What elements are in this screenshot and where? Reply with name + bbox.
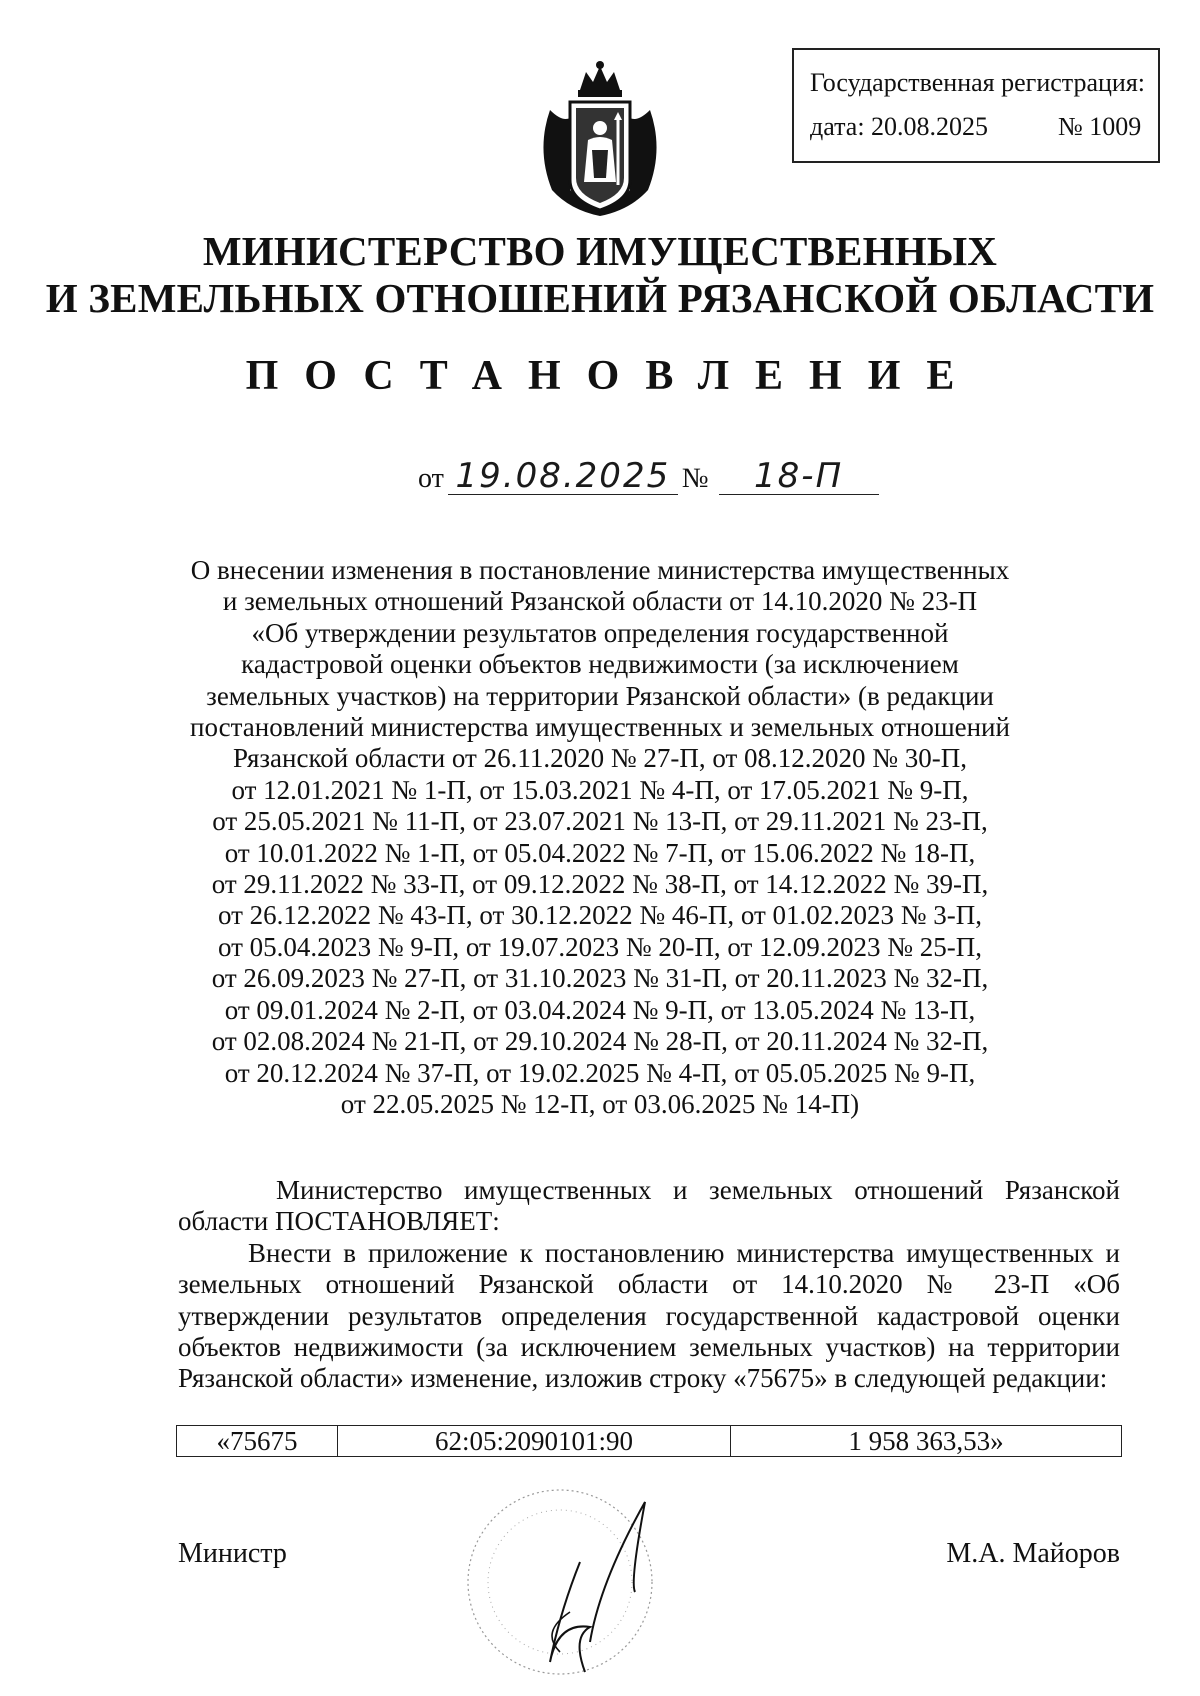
ministry-title-line-1: МИНИСТЕРСТВО ИМУЩЕСТВЕННЫХ [202, 228, 998, 274]
date-number-line [418, 458, 879, 495]
body-paragraph-1: Министерство имущественных и земельных отношений Рязанской области ПОСТАНОВЛЯЕТ: [178, 1175, 1120, 1237]
subject-line: от 22.05.2025 № 12-П, от 03.06.2025 № 14-П) [340, 1088, 860, 1119]
subject-line: «Об утверждении результатов определения государственной [251, 617, 949, 648]
body-paragraph-2: Внести в приложение к постановлению министерства имущественных и земельных отношений Рязанской области от 14.10.2020 № 23-П «Об утверждении результатов определения государственной кадастровой оценки объектов недвижимости (за исключением земельных участков) на территории Рязанской области» изменение, изложив строку «75675» в следующей редакции: [178, 1237, 1120, 1394]
subject-line: от 02.08.2024 № 21-П, от 29.10.2024 № 28-П, от 20.11.2024 № 32-П, [211, 1026, 989, 1057]
handwritten-number: 18-П [719, 458, 879, 495]
subject-line: от 20.12.2024 № 37-П, от 19.02.2025 № 4-П, от 05.05.2025 № 9-П, [224, 1057, 976, 1088]
subject-line: Рязанской области от 26.11.2020 № 27-П, от 08.12.2020 № 30-П, [232, 743, 968, 774]
subject-line: от 26.12.2022 № 43-П, от 30.12.2022 № 46-П, от 01.02.2023 № 3-П, [217, 900, 983, 931]
subject-line: от 10.01.2022 № 1-П, от 05.04.2022 № 7-П, от 15.06.2022 № 18-П, [224, 837, 976, 868]
subject-block [190, 555, 1010, 1120]
cadastral-table [176, 1425, 1122, 1457]
subject-line: земельных участков) на территории Рязанской области» (в редакции [206, 680, 994, 711]
body-text [178, 1175, 1120, 1395]
date-from-label: от [418, 463, 444, 494]
handwritten-date: 19.08.2025 [448, 458, 678, 495]
subject-line: О внесении изменения в постановление министерства имущественных [190, 555, 1010, 585]
subject-line: кадастровой оценки объектов недвижимости (за исключением [241, 649, 959, 680]
registration-number: № 1009 [1058, 112, 1142, 141]
subject-line: от 05.04.2023 № 9-П, от 19.07.2023 № 20-П, от 12.09.2023 № 25-П, [217, 931, 983, 962]
subject-line: постановлений министерства имущественных и земельных отношений [190, 712, 1010, 743]
signatory-title: Министр [178, 1538, 287, 1569]
table-row [177, 1426, 1122, 1457]
table-cell-row-id: «75675 [177, 1426, 338, 1457]
seal-and-signature-icon [440, 1462, 690, 1692]
coat-of-arms-icon [530, 60, 670, 218]
subject-line: и земельных отношений Рязанской области от 14.10.2020 № 23-П [222, 586, 978, 617]
table-cell-cadastral-number: 62:05:2090101:90 [338, 1426, 731, 1457]
subject-line: от 09.01.2024 № 2-П, от 03.04.2024 № 9-П, от 13.05.2024 № 13-П, [224, 994, 976, 1025]
subject-line: от 29.11.2022 № 33-П, от 09.12.2022 № 38-П, от 14.12.2022 № 39-П, [211, 869, 989, 900]
registration-stamp [792, 48, 1160, 163]
subject-line: от 25.05.2021 № 11-П, от 23.07.2021 № 13-П, от 29.11.2021 № 23-П, [212, 806, 988, 837]
document-type: ПОСТАНОВЛЕНИЕ [245, 353, 981, 399]
registration-date: дата: 20.08.2025 [810, 112, 989, 141]
ministry-title-line-2: И ЗЕМЕЛЬНЫХ ОТНОШЕНИЙ РЯЗАНСКОЙ ОБЛАСТИ [45, 275, 1155, 321]
number-label: № [681, 463, 709, 494]
signatory-name: М.А. Майоров [946, 1538, 1120, 1569]
registration-title: Государственная регистрация: [810, 68, 1146, 97]
subject-line: от 12.01.2021 № 1-П, от 15.03.2021 № 4-П, от 17.05.2021 № 9-П, [231, 774, 969, 805]
subject-line: от 26.09.2023 № 27-П, от 31.10.2023 № 31-П, от 20.11.2023 № 32-П, [211, 963, 989, 994]
table-cell-value: 1 958 363,53» [731, 1426, 1122, 1457]
ministry-title [0, 228, 1200, 322]
